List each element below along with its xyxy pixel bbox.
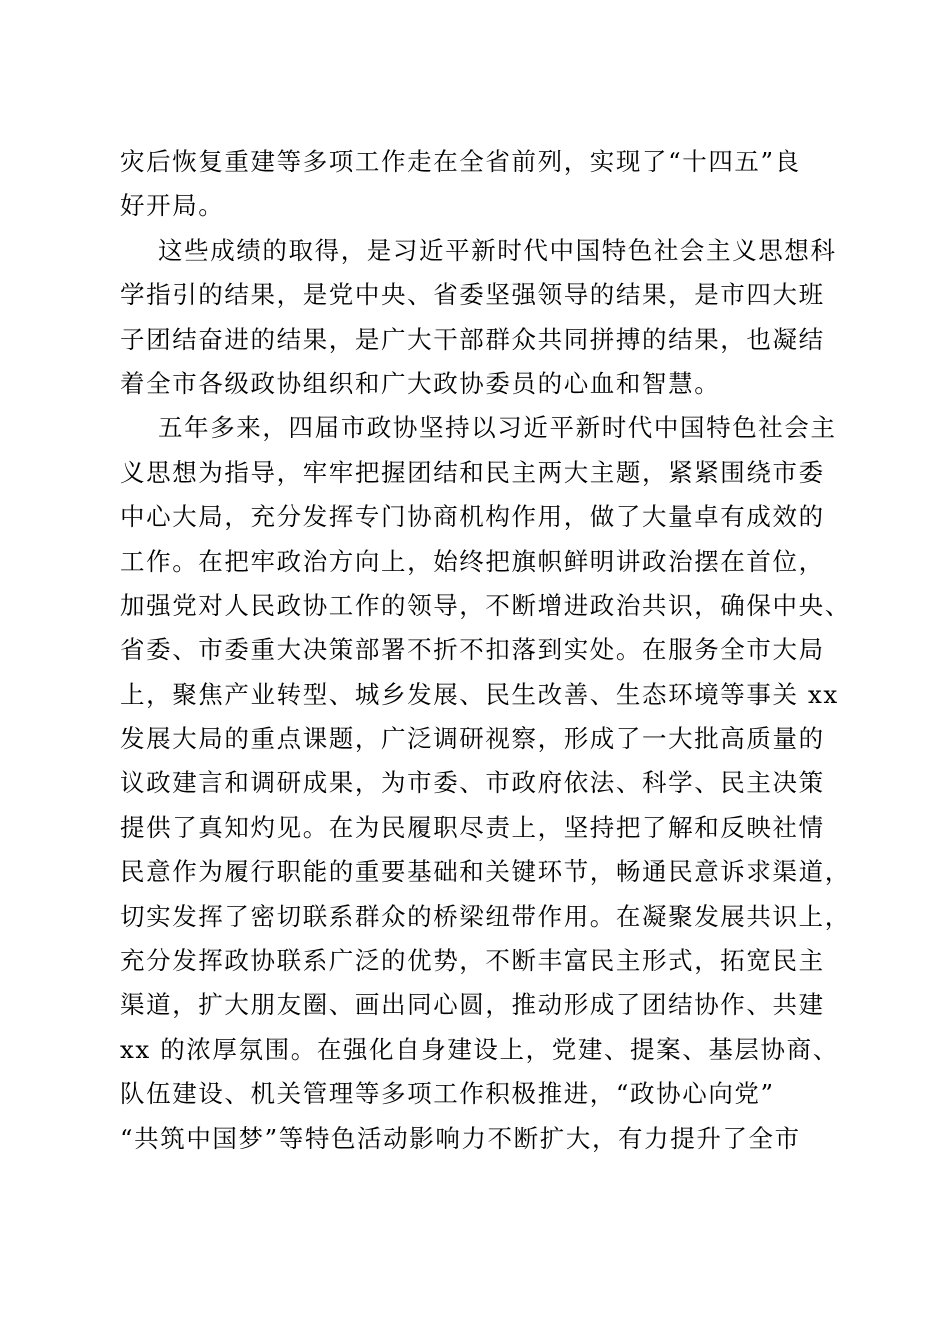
text-line: 队伍建设、机关管理等多项工作积极推进，“政协心向党”	[120, 1079, 775, 1109]
text-line: 民意作为履行职能的重要基础和关键环节，畅通民意诉求渠道，	[120, 857, 851, 887]
text-line: 好开局。	[120, 191, 225, 221]
text-line: 议政建言和调研成果，为市委、市政府依法、科学、民主决策	[120, 768, 825, 798]
text-line: 中心大局，充分发挥专门协商机构作用，做了大量卓有成效的	[120, 502, 825, 532]
text-line: 着全市各级政协组织和广大政协委员的心血和智慧。	[120, 368, 721, 398]
text-line: 切实发挥了密切联系群众的桥梁纽带作用。在凝聚发展共识上，	[120, 901, 851, 931]
text-line: 渠道，扩大朋友圈、画出同心圆，推动形成了团结协作、共建	[120, 990, 825, 1020]
text-line: 提供了真知灼见。在为民履职尽责上，坚持把了解和反映社情	[120, 812, 825, 842]
text-line: 加强党对人民政协工作的领导，不断增进政治共识，确保中央、	[120, 590, 851, 620]
paragraph-start-line: 五年多来，四届市政协坚持以习近平新时代中国特色社会主	[158, 413, 837, 443]
text-line: “共筑中国梦”等特色活动影响力不断扩大，有力提升了全市	[120, 1123, 801, 1153]
text-line: 工作。在把牢政治方向上，始终把旗帜鲜明讲政治摆在首位，	[120, 546, 825, 576]
text-line: 发展大局的重点课题，广泛调研视察，形成了一大批高质量的	[120, 724, 825, 754]
body-text	[120, 140, 851, 1161]
text-line: 上，聚焦产业转型、城乡发展、民生改善、生态环境等事关 xx	[120, 679, 839, 709]
text-line: 义思想为指导，牢牢把握团结和民主两大主题，紧紧围绕市委	[120, 457, 825, 487]
text-line: 充分发挥政协联系广泛的优势，不断丰富民主形式，拓宽民主	[120, 946, 825, 976]
text-line: 学指引的结果，是党中央、省委坚强领导的结果，是市四大班	[120, 280, 825, 310]
text-line: 子团结奋进的结果，是广大干部群众共同拼搏的结果，也凝结	[120, 324, 825, 354]
text-line: 灾后恢复重建等多项工作走在全省前列，实现了“十四五”良	[120, 147, 801, 176]
text-line: xx 的浓厚氛围。在强化自身建设上，党建、提案、基层协商、	[120, 1034, 839, 1064]
text-line: 省委、市委重大决策部署不折不扣落到实处。在服务全市大局	[120, 635, 825, 665]
paragraph-start-line: 这些成绩的取得，是习近平新时代中国特色社会主义思想科	[158, 235, 837, 265]
